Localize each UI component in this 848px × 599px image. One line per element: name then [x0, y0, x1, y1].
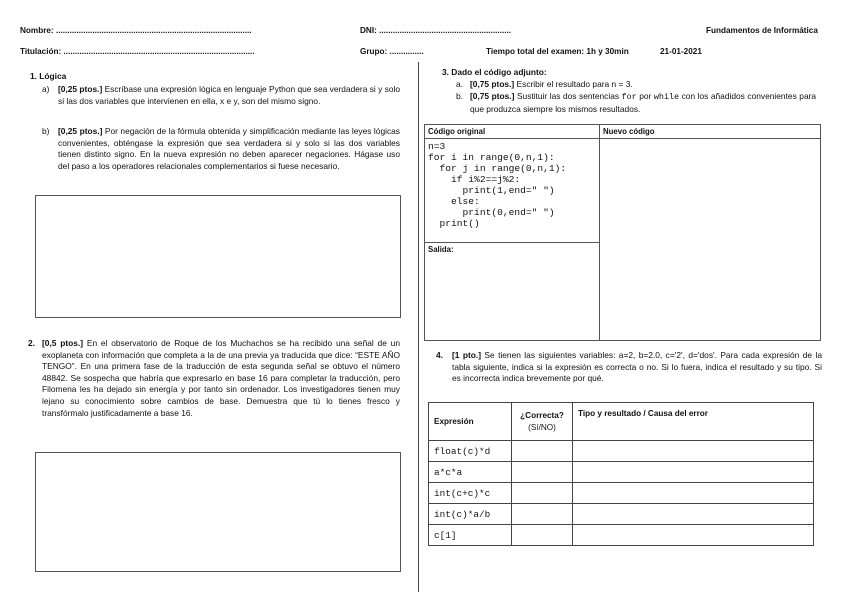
table-row	[429, 462, 814, 483]
code-original-header: Código original	[425, 125, 600, 139]
grupo-field[interactable]: Grupo: ...............	[360, 47, 424, 56]
q1-title: 1. Lógica	[30, 71, 67, 81]
code-line: for j in range(0,n,1):	[428, 163, 567, 174]
exam-date: 21-01-2021	[660, 47, 702, 56]
tipo-answer-cell[interactable]	[573, 441, 814, 462]
code-line: for i in range(0,n,1):	[428, 152, 555, 163]
q1b-text	[42, 126, 400, 172]
code-line: else:	[428, 196, 480, 207]
correcta-answer-cell[interactable]	[512, 483, 573, 504]
table-row	[429, 483, 814, 504]
expression-cell: int(c)*a/b	[429, 504, 512, 525]
q3b-text: b. [0,75 ptos.] Sustituir las dos sentencias for por while con los añadidos convenientes para que produzca siempre los mismos resultados.	[456, 91, 817, 114]
code-line: print(1,end=" ")	[428, 185, 555, 196]
q4-body: Se tienen las siguientes variables: a=2, b=2.0, c='2', d='dos'. Para cada expresión de la tabla siguiente, indica si la expresión es correcta o no. Si lo fuera, indica el resultado y su tipo. Si es incorrecta indica brevemente por qué.	[452, 350, 822, 384]
q2-answer-box[interactable]	[35, 452, 401, 572]
table-row	[429, 441, 814, 462]
tipo-header: Tipo y resultado / Causa del error	[573, 403, 814, 441]
code-line: print(0,end=" ")	[428, 207, 555, 218]
subject-title: Fundamentos de Informática	[706, 26, 818, 35]
tipo-answer-cell[interactable]	[573, 483, 814, 504]
q4-points: [1 pto.]	[452, 350, 481, 360]
nombre-field[interactable]: Nombre: ......................................................................................	[20, 26, 252, 35]
code-line: n=3	[428, 141, 446, 152]
correcta-header: ¿Correcta? (Sí/NO)	[512, 403, 573, 441]
expression-table	[428, 402, 814, 546]
expression-cell: a*c*a	[429, 462, 512, 483]
q4-label: 4.	[436, 350, 443, 360]
q3-title: 3. Dado el código adjunto:	[442, 67, 547, 77]
column-divider	[418, 62, 419, 592]
expression-cell: c[1]	[429, 525, 512, 546]
dni-field[interactable]: DNI: ..........................................................	[360, 26, 512, 35]
for-keyword: for	[621, 92, 637, 102]
code-line: if i%2==j%2:	[428, 174, 521, 185]
q1a-label: a)	[42, 84, 50, 94]
q2-points: [0,5 ptos.]	[42, 338, 84, 348]
correcta-answer-cell[interactable]	[512, 525, 573, 546]
titulacion-field[interactable]: Titulación: ....................................................................................	[20, 47, 255, 56]
q2-label: 2.	[28, 338, 35, 348]
code-original-cell	[425, 139, 600, 243]
expr-header: Expresión	[429, 403, 512, 441]
q1b-points: [0,25 ptos.]	[58, 126, 103, 136]
q1-answer-box[interactable]	[35, 195, 401, 318]
q1a-points: [0,25 ptos.]	[58, 84, 103, 94]
code-new-header: Nuevo código	[600, 125, 821, 139]
q2-text	[28, 338, 400, 419]
exam-time: Tiempo total del examen: 1h y 30min	[486, 47, 629, 56]
q1a-text	[42, 84, 400, 107]
new-code-answer-area[interactable]	[600, 139, 821, 341]
q2-body: En el observatorio de Roque de los Muchachos se ha recibido una señal de un exoplaneta con información que completa a la de una previa ya traducida que dice: “ESTE AÑO TENGO”. En una primera fase de la traducción de esta segunda señal se obtuvo el número 48842. Se sospecha que habría que expresarlo en base 16 para completar la traducción, pero Filomena les ha dejado sin energía y por tanto sin ordenador. Los investigadores tienen muy lejano su conocimiento sobre cambios de base. Demuestra que tú lo tienes fresco y transfórmalo justificadamente a base 16.	[42, 338, 400, 418]
tipo-answer-cell[interactable]	[573, 504, 814, 525]
code-table	[424, 124, 821, 341]
table-row	[429, 525, 814, 546]
code-block	[428, 141, 596, 229]
tipo-answer-cell[interactable]	[573, 525, 814, 546]
tipo-answer-cell[interactable]	[573, 462, 814, 483]
correcta-answer-cell[interactable]	[512, 504, 573, 525]
q3a-text: a. [0,75 ptos.] Escribir el resultado para n = 3.	[456, 79, 633, 89]
correcta-answer-cell[interactable]	[512, 462, 573, 483]
code-line: print()	[428, 218, 480, 229]
q4-text	[436, 350, 822, 385]
q1a-body: Escríbase una expresión lógica en lenguaje Python que sea verdadera si y solo si las dos variables que intervienen en ella, x e y, son del mismo signo.	[58, 84, 400, 106]
salida-cell[interactable]: Salida:	[425, 243, 600, 341]
q1b-label: b)	[42, 126, 50, 136]
while-keyword: while	[653, 92, 680, 102]
q1b-body: Por negación de la fórmula obtenida y simplificación mediante las leyes lógicas convenientes, obténgase la expresión que sea verdadera si y solo si las dos variables tienen distinto signo. En la nueva expresión no deben aparecer negaciones. Hágase uso del paso a los operadores relacionales complementarios si fuese necesario.	[58, 126, 400, 171]
expression-cell: int(c+c)*c	[429, 483, 512, 504]
expression-cell: float(c)*d	[429, 441, 512, 462]
correcta-answer-cell[interactable]	[512, 441, 573, 462]
table-row	[429, 504, 814, 525]
